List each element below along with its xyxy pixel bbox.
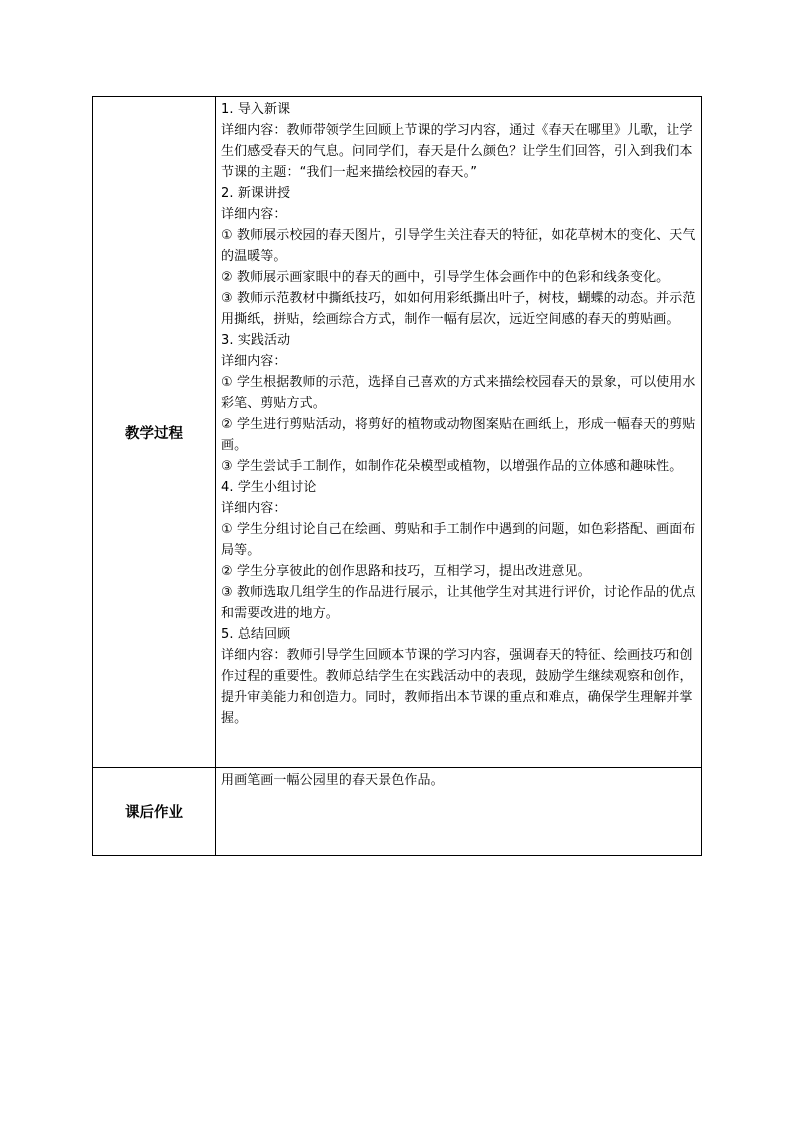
homework-content: 用画笔画一幅公园里的春天景色作品。 (216, 768, 702, 856)
process-detail-label: 详细内容： (221, 354, 287, 369)
process-step-title: 2. 新课讲授 (221, 186, 291, 201)
process-detail-label: 详细内容： (221, 207, 287, 222)
process-detail-label: 详细内容： (221, 501, 287, 516)
process-step-title: 4. 学生小组讨论 (221, 480, 317, 495)
process-detail: 详细内容：教师引导学生回顾本节课的学习内容，强调春天的特征、绘画技巧和创作过程的重要性。教师总结学生在实践活动中的表现，鼓励学生继续观察和创作，提升审美能力和创造力。同时，教师指出本节课的重点和难点，确保学生理解并掌握。 (221, 648, 693, 726)
process-detail: 详细内容：教师带领学生回顾上节课的学习内容，通过《春天在哪里》儿歌，让学生们感受春天的气息。问同学们，春天是什么颜色？让学生们回答，引入到我们本节课的主题：“我们一起来描绘校园的春天。” (221, 123, 693, 180)
process-step-title: 3. 实践活动 (221, 333, 291, 348)
process-detail-item: ① 教师展示校园的春天图片，引导学生关注春天的特征，如花草树木的变化、天气的温暖等。 (221, 228, 696, 264)
process-detail-item: ② 学生分享彼此的创作思路和技巧，互相学习，提出改进意见。 (221, 564, 591, 579)
process-detail-item: ① 学生分组讨论自己在绘画、剪贴和手工制作中遇到的问题，如色彩搭配、画面布局等。 (221, 522, 696, 558)
teaching-process-row (93, 97, 702, 768)
homework-row (93, 768, 702, 856)
process-step-title: 1. 导入新课 (221, 102, 291, 117)
process-detail-item: ② 学生进行剪贴活动，将剪好的植物或动物图案贴在画纸上，形成一幅春天的剪贴画。 (221, 417, 696, 453)
homework-label: 课后作业 (93, 768, 216, 856)
teaching-process-content (216, 97, 702, 768)
process-detail-item: ② 教师展示画家眼中的春天的画中，引导学生体会画作中的色彩和线条变化。 (221, 270, 670, 285)
process-detail-item: ③ 学生尝试手工制作，如制作花朵模型或植物，以增强作品的立体感和趣味性。 (221, 459, 683, 474)
teaching-process-label: 教学过程 (93, 97, 216, 768)
process-detail-item: ① 学生根据教师的示范，选择自己喜欢的方式来描绘校园春天的景象，可以使用水彩笔、剪贴方式。 (221, 375, 696, 411)
process-detail-item: ③ 教师选取几组学生的作品进行展示，让其他学生对其进行评价，讨论作品的优点和需要改进的地方。 (221, 585, 696, 621)
process-detail-item: ③ 教师示范教材中撕纸技巧，如如何用彩纸撕出叶子，树枝，蝴蝶的动态。并示范用撕纸，拼贴，绘画综合方式，制作一幅有层次，远近空间感的春天的剪贴画。 (221, 291, 696, 327)
lesson-plan-table (92, 96, 702, 856)
process-step-title: 5. 总结回顾 (221, 627, 291, 642)
